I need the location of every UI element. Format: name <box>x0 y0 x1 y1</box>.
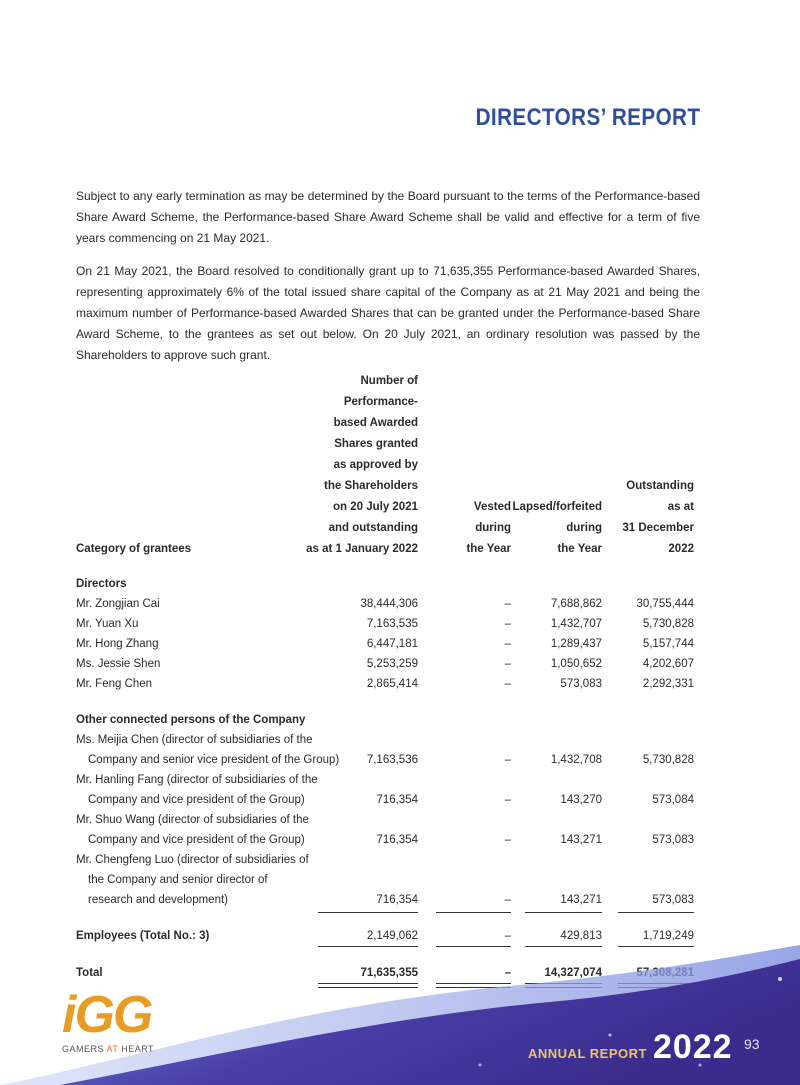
cell-total-granted: 71,635,355 <box>360 967 418 979</box>
cell-outstanding: 573,084 <box>652 794 694 806</box>
cell-lapsed: 1,050,652 <box>550 658 602 670</box>
paragraph-grant: On 21 May 2021, the Board resolved to conditionally grant up to 71,635,355 Performance-based Awarded Shares, representing approximately 6% of the total issued share capital of the Company as at 21 May 2021 and being the maximum number of Performance-based Awarded Shares that can be granted under the Performance-based Share Award Scheme, to the grantees as set out below. On 20 July 2021, an ordinary resolution was passed by the Shareholders to approve such grant. <box>76 264 700 362</box>
page-title: DIRECTORS’ REPORT <box>475 104 700 131</box>
header-outstanding-line: Outstanding <box>626 480 694 492</box>
company-logo <box>62 986 155 1054</box>
cell-granted: 2,149,062 <box>366 930 418 942</box>
row-name: Mr. Feng Chen <box>76 678 153 690</box>
cell-vested: – <box>504 618 511 630</box>
cell-outstanding: 2,292,331 <box>642 678 694 690</box>
header-lapsed-line: during <box>566 522 602 534</box>
row-name: Mr. Hong Zhang <box>76 638 159 650</box>
header-granted-line: the Shareholders <box>324 480 418 492</box>
header-lapsed-line: the Year <box>557 543 602 555</box>
cell-total-lapsed: 14,327,074 <box>544 967 602 979</box>
section-heading-directors: Directors <box>76 578 127 590</box>
cell-lapsed: 1,432,708 <box>550 754 602 766</box>
section-heading-others: Other connected persons of the Company <box>76 714 306 726</box>
header-outstanding-line: as at <box>667 501 694 513</box>
cell-outstanding: 573,083 <box>652 894 694 906</box>
header-granted-line: and outstanding <box>328 522 418 534</box>
row-name-line: Company and vice president of the Group) <box>88 834 305 846</box>
cell-granted: 2,865,414 <box>366 678 418 690</box>
cell-vested: – <box>504 794 511 806</box>
row-name-line: Ms. Meijia Chen (director of subsidiaries of the <box>76 734 313 746</box>
cell-outstanding: 5,730,828 <box>642 754 694 766</box>
logo-tagline-part: HEART <box>118 1044 155 1054</box>
row-name-line: research and development) <box>88 894 228 906</box>
page-number: 93 <box>744 1036 760 1052</box>
cell-vested: – <box>504 678 511 690</box>
cell-granted: 5,253,259 <box>366 658 418 670</box>
row-name: Mr. Yuan Xu <box>76 618 139 630</box>
cell-lapsed: 429,813 <box>560 930 602 942</box>
rule-subtotal <box>525 912 602 913</box>
header-granted-line: based Awarded <box>333 417 418 429</box>
cell-lapsed: 573,083 <box>560 678 602 690</box>
header-granted-line: as approved by <box>333 459 418 471</box>
row-name: Mr. Zongjian Cai <box>76 598 160 610</box>
logo-tagline-part: GAMERS <box>62 1044 107 1054</box>
row-name-line: Mr. Shuo Wang (director of subsidiaries of the <box>76 814 309 826</box>
header-granted-line: Number of <box>360 375 418 387</box>
cell-granted: 716,354 <box>376 894 418 906</box>
cell-lapsed: 1,289,437 <box>550 638 602 650</box>
cell-lapsed: 143,270 <box>560 794 602 806</box>
row-name-line: Company and vice president of the Group) <box>88 794 305 806</box>
header-granted-line: on 20 July 2021 <box>332 501 418 513</box>
cell-granted: 716,354 <box>376 794 418 806</box>
row-name: Ms. Jessie Shen <box>76 658 161 670</box>
row-name-line: Mr. Hanling Fang (director of subsidiaries of the <box>76 774 318 786</box>
header-vested-line: the Year <box>466 543 511 555</box>
row-total-label: Total <box>76 967 103 979</box>
header-vested-line: Vested <box>473 501 511 513</box>
cell-vested: – <box>504 894 511 906</box>
row-name-line: the Company and senior director of <box>88 874 268 886</box>
cell-granted: 716,354 <box>376 834 418 846</box>
header-category: Category of grantees <box>76 543 192 555</box>
cell-granted: 7,163,536 <box>366 754 418 766</box>
header-granted-line: as at 1 January 2022 <box>306 543 418 555</box>
cell-total-vested: – <box>504 967 511 979</box>
paragraph-term: Subject to any early termination as may be determined by the Board pursuant to the terms of the Performance-based Share Award Scheme, the Performance-based Share Award Scheme shall be valid and effective for a term of five years commencing on 21 May 2021. <box>76 189 700 245</box>
header-outstanding-line: 31 December <box>622 522 694 534</box>
cell-outstanding: 573,083 <box>652 834 694 846</box>
logo-tagline <box>62 1044 154 1054</box>
logo-tagline-at: AT <box>106 1044 119 1054</box>
cell-granted: 38,444,306 <box>360 598 418 610</box>
cell-outstanding: 5,157,744 <box>642 638 694 650</box>
cell-lapsed: 1,432,707 <box>550 618 602 630</box>
rule-subtotal <box>436 912 511 913</box>
cell-vested: – <box>504 658 511 670</box>
cell-vested: – <box>504 598 511 610</box>
cell-vested: – <box>504 930 511 942</box>
cell-lapsed: 143,271 <box>560 894 602 906</box>
header-lapsed-line: Lapsed/forfeited <box>512 501 602 513</box>
row-name-line: Mr. Chengfeng Luo (director of subsidiaries of <box>76 854 309 866</box>
row-employees-label: Employees (Total No.: 3) <box>76 930 210 942</box>
header-granted-line: Shares granted <box>334 438 418 450</box>
header-outstanding-line: 2022 <box>668 543 694 555</box>
cell-lapsed: 7,688,862 <box>550 598 602 610</box>
cell-granted: 7,163,535 <box>366 618 418 630</box>
cell-granted: 6,447,181 <box>366 638 418 650</box>
cell-outstanding: 4,202,607 <box>642 658 694 670</box>
cell-vested: – <box>504 834 511 846</box>
rule-subtotal <box>318 912 418 913</box>
annual-report-label: ANNUAL REPORT <box>528 1046 647 1061</box>
header-granted-line: Performance- <box>343 396 418 408</box>
rule-subtotal <box>618 912 694 913</box>
annual-report-mark <box>528 1028 733 1067</box>
cell-vested: – <box>504 754 511 766</box>
logo-mark: iGG <box>62 986 152 1044</box>
cell-outstanding: 1,719,249 <box>642 930 694 942</box>
cell-lapsed: 143,271 <box>560 834 602 846</box>
cell-outstanding: 5,730,828 <box>642 618 694 630</box>
annual-report-year: 2022 <box>652 1028 733 1066</box>
cell-outstanding: 30,755,444 <box>636 598 694 610</box>
row-name-line: Company and senior vice president of the Group) <box>88 754 340 766</box>
cell-vested: – <box>504 638 511 650</box>
header-vested-line: during <box>475 522 511 534</box>
